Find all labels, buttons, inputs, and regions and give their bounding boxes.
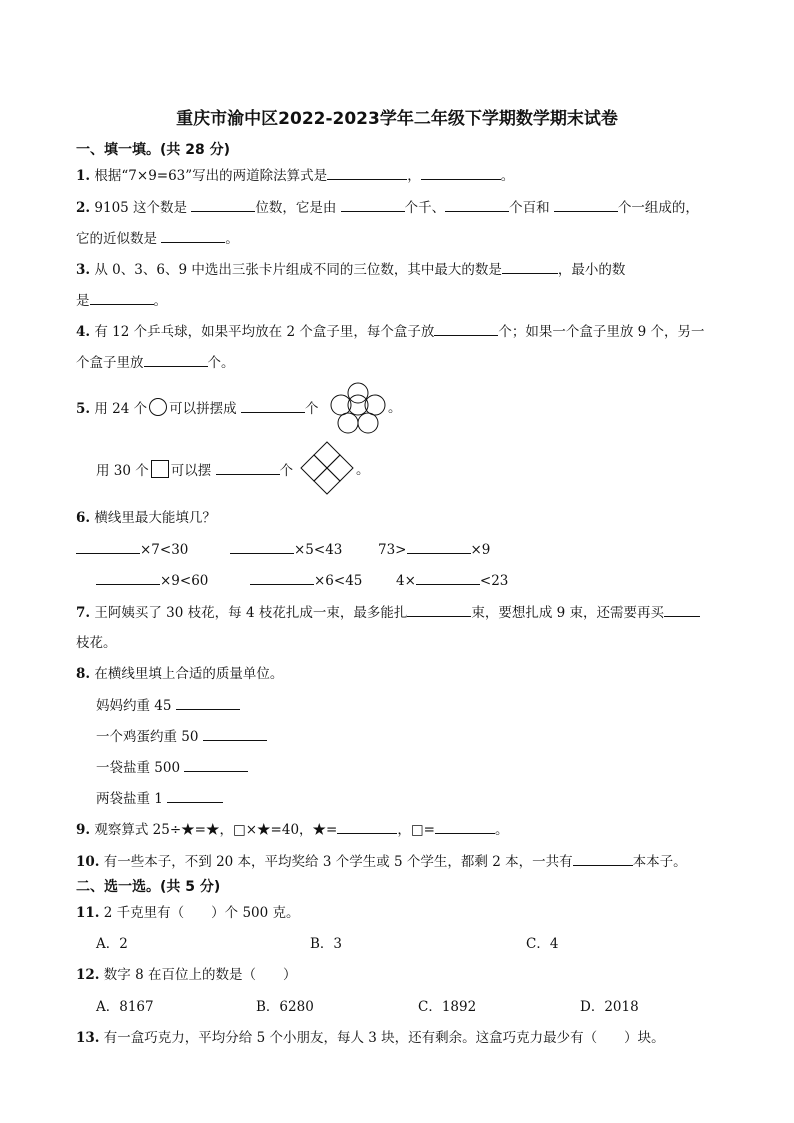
q11-option-b[interactable]: B．3 bbox=[310, 936, 343, 952]
question-6: 6. 横线里最大能填几？ bbox=[76, 510, 216, 526]
answer-blank[interactable] bbox=[341, 197, 405, 212]
q6-item-4: ×9<60 bbox=[96, 570, 208, 591]
page-title: 重庆市渝中区2022-2023学年二年级下学期数学期末试卷 bbox=[176, 109, 618, 129]
square-icon bbox=[151, 460, 169, 478]
question-5-part-2: 用 30 个 可以摆 个 bbox=[96, 460, 293, 481]
exam-page: 重庆市渝中区2022-2023学年二年级下学期数学期末试卷 一、填一填。(共 28 分) 1. 根据“7×9=63”写出的两道除法算式是 ， 。 2. 9105 这个数是 位数，它是由 个千、 个百和 个一组成的， 它的近似数是 。 3. 从 0、3、6、9 中选出三张卡片组成不同的三位数，其中最大的数是 ，最小的数 是 。 4. 有 12 个乒乓球，如果平均放在 2 个盒子里，每个盒子放 个；如果一个盒子里放 9 个，另一 个盒子里放 个。 5. 用 24 个 可以拼摆成 个 。 用 30 个 可以摆 个 。 6. 横线里最大能填几？ ×7<30 ×5<43 73> ×9 ×9<60 ×6<45 4× <23 7. 王阿姨买了 30 枝花，每 4 枝花扎成一束，最多能扎 束，要想扎成 9 束，还需要再买 枝花。 8. 在横线里填上合适的质量单位。 妈妈约重 45 一个鸡蛋约重 50 一袋盐重 500 两袋盐重 1 9. 观察算式 25÷★=★，□×★=40，★= ，□= 。 10. 有一些本子，不到 20 本，平均奖给 3 个学生或 5 个学生，都剩 2 本，一共有 本本子。 二、选一选。(共 5 分) 11. 2 千克里有（ ）个 500 克。 A．2 B．3 C．4 12. 数字 8 在百位上的数是（ ） A．8167 B．6280 C．1892 D．2018 13. 有一盒巧克力，平均分给 5 个小朋友，每人 3 块，还有剩余。这盒巧克力最少有（ ）块。 bbox=[0, 0, 794, 1123]
answer-blank[interactable] bbox=[664, 602, 700, 617]
q12-option-c[interactable]: C．1892 bbox=[418, 999, 477, 1015]
answer-blank[interactable] bbox=[407, 539, 471, 554]
question-1: 1. 根据“7×9=63”写出的两道除法算式是 ， 。 bbox=[76, 165, 514, 186]
answer-blank[interactable] bbox=[554, 197, 618, 212]
question-2-cont: 它的近似数是 。 bbox=[76, 228, 239, 249]
q8-item-3: 一袋盐重 500 bbox=[96, 757, 248, 778]
answer-blank[interactable] bbox=[435, 819, 495, 834]
question-5: 5. 用 24 个 可以拼摆成 个 bbox=[76, 398, 318, 419]
q8-item-1: 妈妈约重 45 bbox=[96, 695, 240, 716]
answer-blank[interactable] bbox=[230, 539, 294, 554]
answer-blank[interactable] bbox=[502, 259, 558, 274]
question-2: 2. 9105 这个数是 位数，它是由 个千、 个百和 个一组成的， bbox=[76, 197, 699, 218]
question-12: 12. 数字 8 在百位上的数是（ ） bbox=[76, 967, 297, 983]
question-8: 8. 在横线里填上合适的质量单位。 bbox=[76, 666, 284, 682]
question-7: 7. 王阿姨买了 30 枝花，每 4 枝花扎成一束，最多能扎 束，要想扎成 9 束，还需要再买 bbox=[76, 602, 700, 623]
q6-item-1: ×7<30 bbox=[76, 539, 188, 560]
answer-blank[interactable] bbox=[96, 570, 160, 585]
question-11: 11. 2 千克里有（ ）个 500 克。 bbox=[76, 905, 300, 921]
answer-blank[interactable] bbox=[407, 602, 471, 617]
question-4-cont: 个盒子里放 个。 bbox=[76, 352, 235, 373]
answer-blank[interactable] bbox=[327, 165, 407, 180]
question-4: 4. 有 12 个乒乓球，如果平均放在 2 个盒子里，每个盒子放 个；如果一个盒子里放 9 个，另一 bbox=[76, 321, 705, 342]
q12-option-b[interactable]: B．6280 bbox=[256, 999, 314, 1015]
q8-item-2: 一个鸡蛋约重 50 bbox=[96, 726, 267, 747]
flower-circles-figure bbox=[328, 382, 388, 436]
answer-blank[interactable] bbox=[184, 757, 248, 772]
answer-blank[interactable] bbox=[445, 197, 509, 212]
q11-option-a[interactable]: A．2 bbox=[96, 936, 128, 952]
answer-blank[interactable] bbox=[76, 539, 140, 554]
answer-blank[interactable] bbox=[250, 570, 314, 585]
section-1-heading: 一、填一填。(共 28 分) bbox=[76, 142, 231, 158]
question-10: 10. 有一些本子，不到 20 本，平均奖给 3 个学生或 5 个学生，都剩 2 本，一共有 本本子。 bbox=[76, 851, 687, 872]
answer-blank[interactable] bbox=[203, 726, 267, 741]
answer-blank[interactable] bbox=[144, 352, 208, 367]
answer-blank[interactable] bbox=[90, 290, 154, 305]
diamond-squares-figure bbox=[298, 440, 356, 498]
question-13: 13. 有一盒巧克力，平均分给 5 个小朋友，每人 3 块，还有剩余。这盒巧克力最少有（ ）块。 bbox=[76, 1030, 665, 1046]
q12-option-a[interactable]: A．8167 bbox=[96, 999, 154, 1015]
answer-blank[interactable] bbox=[573, 851, 633, 866]
q6-item-5: ×6<45 bbox=[250, 570, 362, 591]
section-2-heading: 二、选一选。(共 5 分) bbox=[76, 879, 221, 895]
question-9: 9. 观察算式 25÷★=★，□×★=40，★= ，□= 。 bbox=[76, 819, 508, 840]
q6-item-3: 73> ×9 bbox=[378, 539, 490, 560]
answer-blank[interactable] bbox=[216, 460, 280, 475]
q6-item-6: 4× <23 bbox=[396, 570, 508, 591]
answer-blank[interactable] bbox=[167, 788, 223, 803]
answer-blank[interactable] bbox=[337, 819, 397, 834]
answer-blank[interactable] bbox=[176, 695, 240, 710]
circle-icon bbox=[149, 398, 167, 416]
question-3: 3. 从 0、3、6、9 中选出三张卡片组成不同的三位数，其中最大的数是 ，最小的数 bbox=[76, 259, 625, 280]
q12-option-d[interactable]: D．2018 bbox=[580, 999, 639, 1015]
question-3-cont: 是 。 bbox=[76, 290, 167, 311]
answer-blank[interactable] bbox=[434, 321, 498, 336]
q6-item-2: ×5<43 bbox=[230, 539, 342, 560]
answer-blank[interactable] bbox=[191, 197, 255, 212]
answer-blank[interactable] bbox=[421, 165, 501, 180]
answer-blank[interactable] bbox=[241, 398, 305, 413]
question-7-cont: 枝花。 bbox=[76, 635, 117, 651]
q11-option-c[interactable]: C．4 bbox=[526, 936, 559, 952]
answer-blank[interactable] bbox=[416, 570, 480, 585]
answer-blank[interactable] bbox=[161, 228, 225, 243]
q8-item-4: 两袋盐重 1 bbox=[96, 788, 223, 809]
